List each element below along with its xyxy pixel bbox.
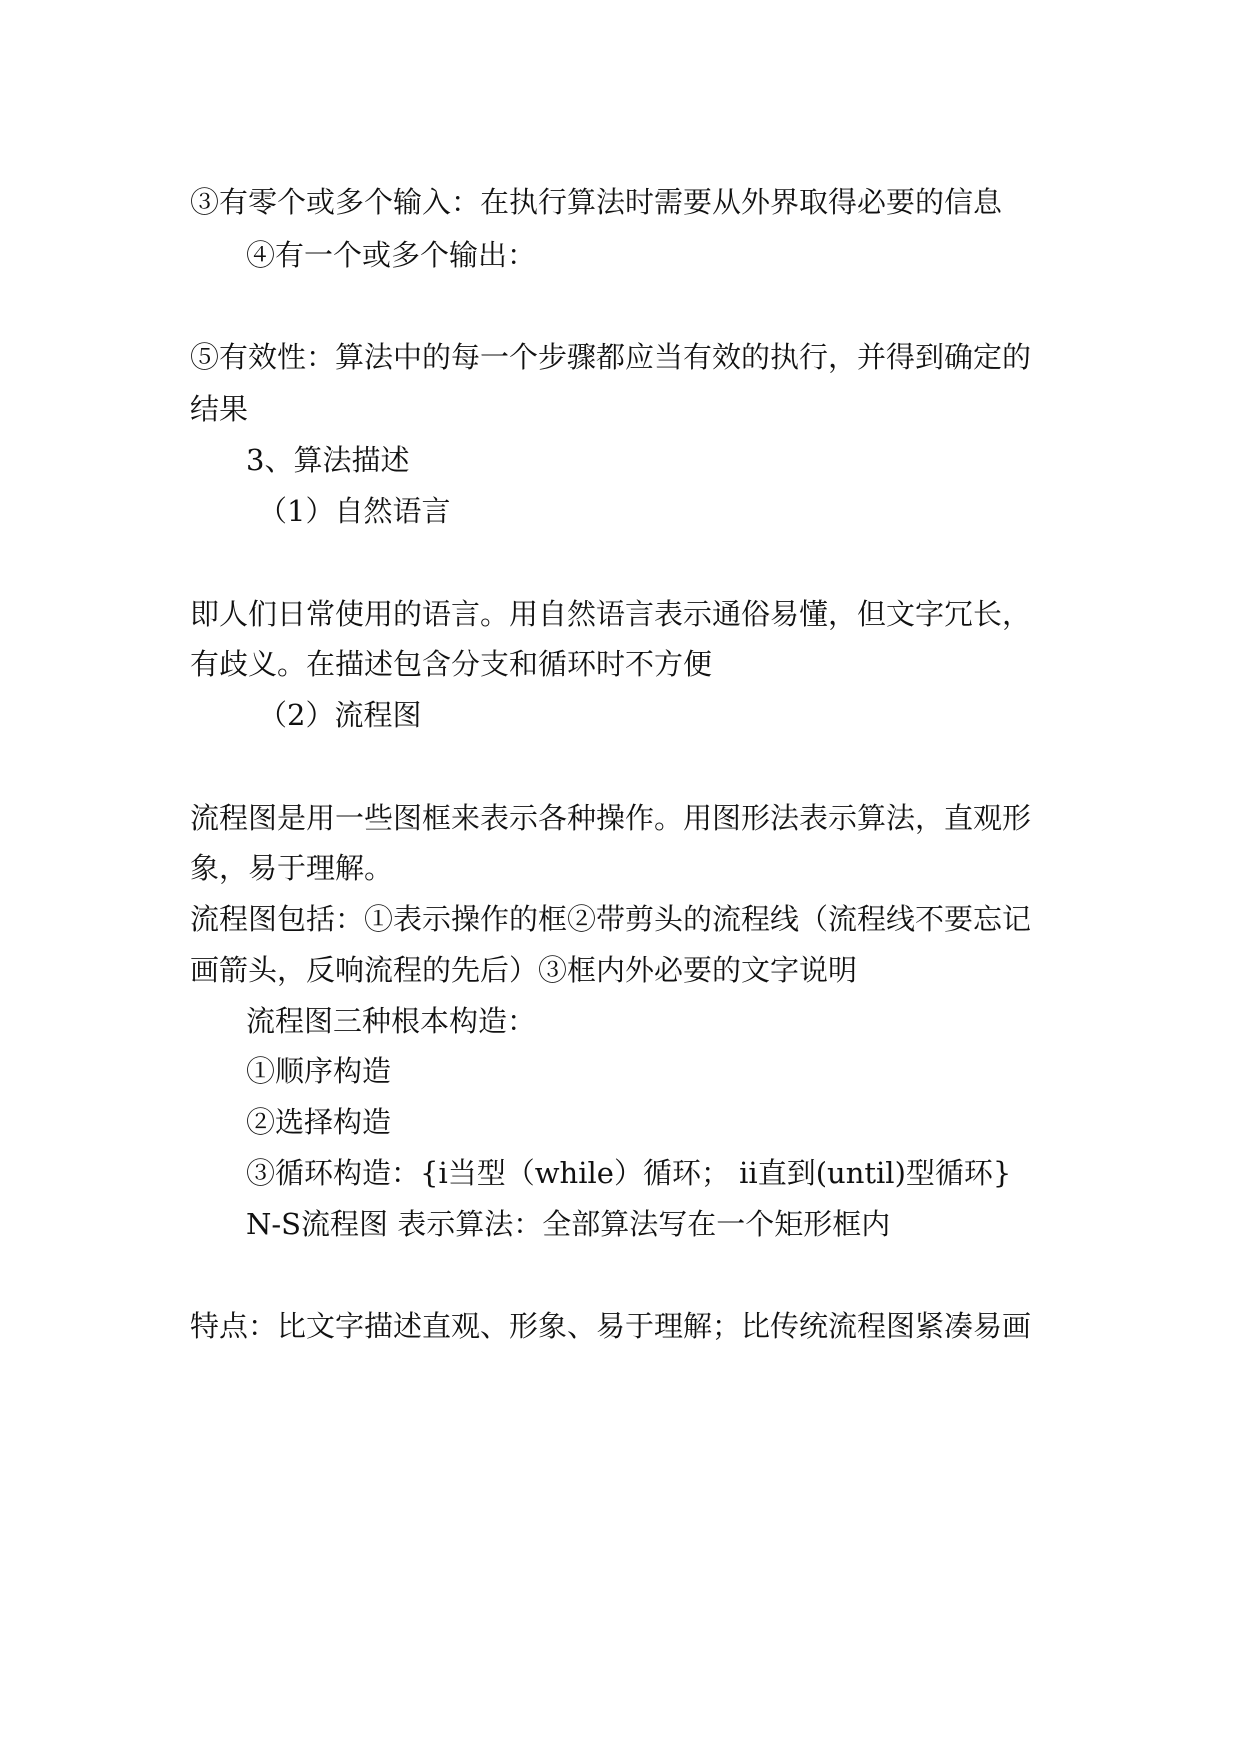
paragraph-line-flowchart-includes-2: 画箭头，反响流程的先后）③框内外必要的文字说明 xyxy=(190,953,858,987)
list-item-sequence: ①顺序构造 xyxy=(246,1054,392,1088)
paragraph-line-input: ③有零个或多个输入：在执行算法时需要从外界取得必要的信息 xyxy=(190,185,1003,219)
subheading-flowchart: （2）流程图 xyxy=(258,698,422,732)
paragraph-line-natural-language-1: 即人们日常使用的语言。用自然语言表示通俗易懂，但文字冗长， xyxy=(190,597,1032,631)
list-item-selection: ②选择构造 xyxy=(246,1105,392,1139)
paragraph-line-result: 结果 xyxy=(190,392,249,426)
paragraph-line-effectiveness: ⑤有效性：算法中的每一个步骤都应当有效的执行，并得到确定的 xyxy=(190,340,1032,374)
paragraph-line-flowchart-includes-1: 流程图包括：①表示操作的框②带剪头的流程线（流程线不要忘记 xyxy=(190,902,1032,936)
paragraph-line-flowchart-2: 象，易于理解。 xyxy=(190,851,394,885)
paragraph-line-features: 特点：比文字描述直观、形象、易于理解；比传统流程图紧凑易画 xyxy=(190,1309,1032,1343)
list-item-loop: ③循环构造：{ⅰ当型（while）循环； ⅱ直到(until)型循环} xyxy=(246,1156,1012,1190)
paragraph-line-flowchart-1: 流程图是用一些图框来表示各种操作。用图形法表示算法，直观形 xyxy=(190,801,1032,835)
paragraph-line-ns-flowchart: N-S流程图 表示算法：全部算法写在一个矩形框内 xyxy=(246,1207,891,1241)
paragraph-line-three-structures: 流程图三种根本构造： xyxy=(246,1004,537,1038)
section-heading-algorithm-description: 3、算法描述 xyxy=(246,443,410,477)
paragraph-line-output: ④有一个或多个输出： xyxy=(246,238,537,272)
paragraph-line-natural-language-2: 有歧义。在描述包含分支和循环时不方便 xyxy=(190,647,713,681)
subheading-natural-language: （1）自然语言 xyxy=(258,494,451,528)
